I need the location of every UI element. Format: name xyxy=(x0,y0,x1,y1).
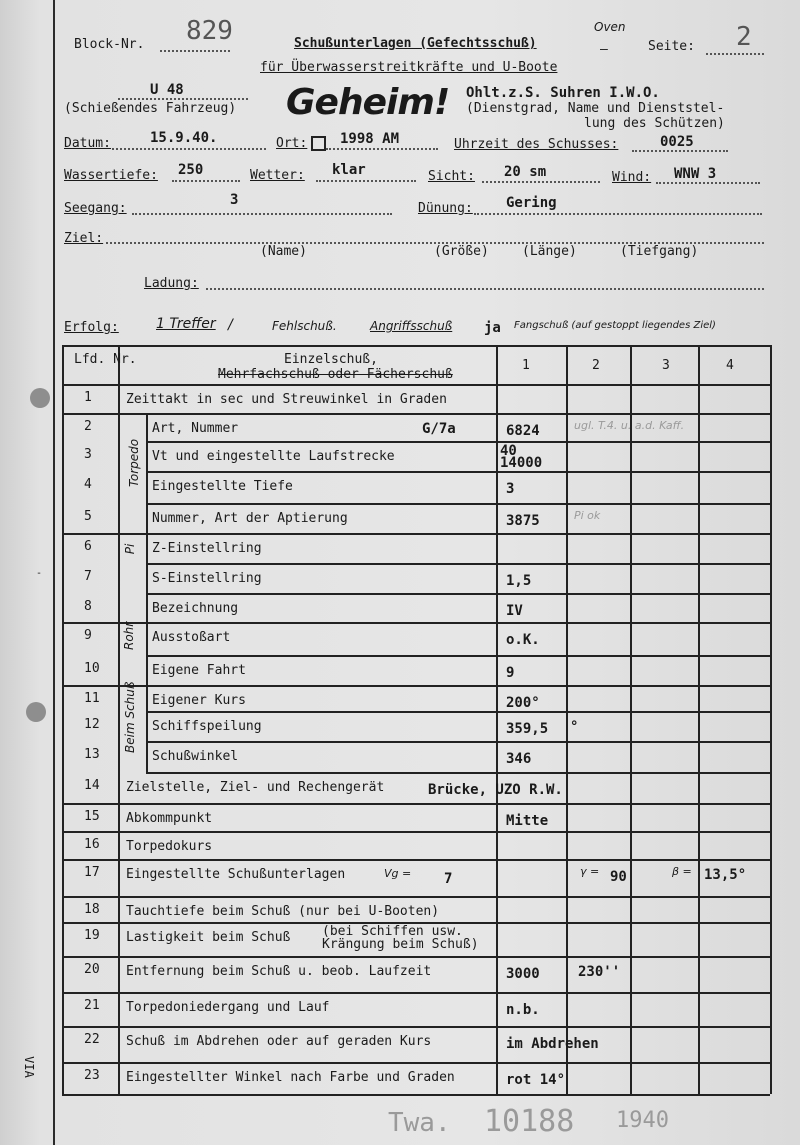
row-label: Bezeichnung xyxy=(152,601,239,616)
row-label: Ausstoßart xyxy=(152,630,231,645)
row-label: Torpedoniedergang und Lauf xyxy=(126,1000,330,1015)
row-line xyxy=(146,503,770,505)
target-length-label: (Länge) xyxy=(522,244,577,259)
row-value-1: 359,5 xyxy=(506,721,549,737)
row-number: 16 xyxy=(84,837,100,852)
weather-value: klar xyxy=(332,162,366,178)
row-line xyxy=(62,533,770,535)
row-number: 1 xyxy=(84,390,92,405)
row-line xyxy=(62,1026,770,1028)
row-label: Art, Nummer xyxy=(152,421,239,436)
time-label: Uhrzeit des Schusses: xyxy=(454,137,619,152)
sea-value: 3 xyxy=(230,192,239,208)
beta-label: β = xyxy=(672,865,692,878)
row-number: 17 xyxy=(84,865,100,880)
col-1-header: 1 xyxy=(522,358,530,373)
row-value-1: 9 xyxy=(506,665,515,681)
shooter-value: Ohlt.z.S. Suhren I.W.O. xyxy=(466,85,660,101)
side-mark: VIA xyxy=(21,1056,36,1078)
group-pi-label: Pi xyxy=(123,543,137,555)
row-value-1: rot 14° xyxy=(506,1072,566,1088)
shooter-label-2: lung des Schützen) xyxy=(584,116,725,131)
row-label: Lastigkeit beim Schuß xyxy=(126,930,291,945)
row-line xyxy=(62,345,770,347)
vg-label: Vg = xyxy=(384,867,412,880)
col-no-line xyxy=(118,345,120,1094)
row-label: Torpedokurs xyxy=(126,839,213,854)
row-label: Schuß im Abdrehen oder auf geraden Kurs xyxy=(126,1034,432,1049)
row-line xyxy=(146,772,770,774)
row-line xyxy=(146,441,770,443)
row-label: Eingestellter Winkel nach Farbe und Graden xyxy=(126,1070,455,1085)
target-draught-label: (Tiefgang) xyxy=(620,244,699,259)
row-label: Zielstelle, Ziel- und Rechengerät xyxy=(126,780,385,795)
row-line xyxy=(62,1094,770,1096)
swell-label: Dünung: xyxy=(418,201,473,216)
row-line xyxy=(62,622,770,624)
result-miss: Fehlschuß. xyxy=(272,319,337,333)
date-value: 15.9.40. xyxy=(150,130,218,146)
row-number: 13 xyxy=(84,747,100,762)
row-number: 8 xyxy=(84,599,92,614)
target-label: Ziel: xyxy=(64,231,104,246)
row-value-1: IV xyxy=(506,603,523,619)
form-subtitle: für Überwasserstreitkräfte und U-Boote xyxy=(260,60,558,75)
vessel-label: (Schießendes Fahrzeug) xyxy=(64,101,237,116)
gamma-label: γ = xyxy=(580,865,600,878)
row-line xyxy=(146,563,770,565)
vg-value: 7 xyxy=(444,871,453,887)
page-value: 2 xyxy=(736,22,752,52)
row-line xyxy=(62,384,770,386)
weather-label: Wetter: xyxy=(250,168,305,183)
page-label: Seite: xyxy=(648,39,695,54)
row-number: 9 xyxy=(84,628,92,643)
row-label: Schußwinkel xyxy=(152,749,239,764)
row-number: 15 xyxy=(84,809,100,824)
row-label: Eingestellte Schußunterlagen xyxy=(126,867,346,882)
row-value-1: Mitte xyxy=(506,813,549,829)
row-number: 6 xyxy=(84,539,92,554)
row-label: Eigene Fahrt xyxy=(152,663,246,678)
col-desc-header: Einzelschuß, xyxy=(284,352,378,367)
depth-value: 250 xyxy=(178,162,204,178)
table-left xyxy=(62,345,64,1094)
block-value: 829 xyxy=(186,16,233,46)
row-value-1: o.K. xyxy=(506,632,540,648)
grid-square-icon xyxy=(311,136,326,151)
archive-year: 1940 xyxy=(616,1108,669,1133)
row-number: 4 xyxy=(84,477,92,492)
row-line xyxy=(62,1062,770,1064)
wind-value: WNW 3 xyxy=(674,166,717,182)
document-page: - Block-Nr. 829 Schußunterlagen (Gefechtsschuß) Oven — für Überwasserstreitkräfte und U-Boote Seite: 2 U 48 (Schießendes Fahrzeug) Geheim! Ohlt.z.S. Suhren I.W.O. (Dienstgrad, Name und Dienststel- lung des Schützen) Datum: 15.9.40. Ort: 1998 AM Uhrzeit des Schusses: 0025 Wassertiefe: 250 Wetter: klar Sicht: 20 sm Wind: WNW 3 Seegang: 3 Dünung: Gering Ziel: (Name) (Größe) (Länge) (Tiefgang) Ladung: Erfolg: 1 Treffer / Fehlschuß. Angriffsschuß ja Fangschuß (auf gestoppt liegendes Ziel) Lfd. Nr. Einzelschuß, Mehrfachschuß oder Fächerschuß 1 2 3 4 Torpedo Pi Rohr Beim Schuß 1 Zeittakt in sec und Streuwinkel in Graden 2 Art, Nummer G/7a 6824 ugl. T.4. u. a.d. Kaff. 3 Vt und eingestellte Laufstrecke 40 14000 4 Eingestellte Tiefe 3 5 Nummer, Art der Aptierung 3875 Pi ok 6 Z-Einstellring 7 S-Einstellring 1,5 8 Bezeichnung IV 9 Ausstoßart o.K. 10 Eigene Fahrt 9 11 Eigener Kurs 200° 12 Schiffspeilung 359,5 ° 13 Schußwinkel 346 14 Zielstelle, Ziel- und Rechengerät Brücke, UZO R.W. 15 Abkommpunkt Mitte 16 Torpedokurs 17 Eingestellte Schußunterlagen Vg = 7 γ = 90 β = 13,5° 18 Tauchtiefe beim Schuß (nur bei U-Booten) 19 Lastigkeit beim Schuß (bei Schiffen usw. Krängung beim Schuß) 20 Entfernung beim Schuß u. beob. Laufzeit 3000 230'' 21 Torpedoniedergang und Lauf n.b. 22 Schuß im Abdrehen oder auf geraden Kurs im Abdrehen 23 Eingestellter Winkel nach Farbe und Graden rot 14° VIA Twa. 10188 1940 xyxy=(0,0,800,1145)
row-label-c: Krängung beim Schuß) xyxy=(322,937,479,952)
row-value-1: 3875 xyxy=(506,513,540,529)
row-number: 3 xyxy=(84,447,92,462)
result-slash: / xyxy=(228,317,233,333)
target-size-label: (Größe) xyxy=(434,244,489,259)
row-line xyxy=(62,859,770,861)
col-3-line xyxy=(630,345,632,1094)
cargo-label: Ladung: xyxy=(144,276,199,291)
row-number: 20 xyxy=(84,962,100,977)
depth-label: Wassertiefe: xyxy=(64,168,158,183)
secret-stamp: Geheim! xyxy=(286,82,450,123)
result-label: Erfolg: xyxy=(64,320,119,335)
row-label: Vt und eingestellte Laufstrecke xyxy=(152,449,395,464)
row-value-1: n.b. xyxy=(506,1002,540,1018)
row-number: 11 xyxy=(84,691,100,706)
row-value-1: 346 xyxy=(506,751,532,767)
block-label: Block-Nr. xyxy=(74,37,145,52)
row-value-1: Brücke, UZO R.W. xyxy=(428,782,563,798)
wind-label: Wind: xyxy=(612,170,652,185)
row-label: Zeittakt in sec und Streuwinkel in Graden xyxy=(126,392,447,407)
sea-label: Seegang: xyxy=(64,201,127,216)
row-line xyxy=(62,992,770,994)
result-ja: ja xyxy=(484,320,501,336)
group-beim-label: Beim Schuß xyxy=(123,681,137,753)
group-torpedo-label: Torpedo xyxy=(127,438,141,487)
margin-line xyxy=(53,0,55,1145)
title-note: Oven xyxy=(594,20,626,34)
visibility-value: 20 sm xyxy=(504,164,547,180)
swell-value: Gering xyxy=(506,195,557,211)
time-value: 0025 xyxy=(660,134,694,150)
visibility-label: Sicht: xyxy=(428,169,475,184)
row-number: 7 xyxy=(84,569,92,584)
col-desc-header-struck: Mehrfachschuß oder Fächerschuß xyxy=(218,367,453,382)
row-value-1: 1,5 xyxy=(506,573,532,589)
date-label: Datum: xyxy=(64,136,111,151)
group-rohr-label: Rohr xyxy=(122,621,136,650)
row-label: Schiffspeilung xyxy=(152,719,262,734)
row-value-1b: 14000 xyxy=(500,455,543,471)
row-line xyxy=(146,593,770,595)
col-3-header: 3 xyxy=(662,358,670,373)
col-1-line xyxy=(496,345,498,1094)
col-2-header: 2 xyxy=(592,358,600,373)
col-no-header: Lfd. Nr. xyxy=(74,352,137,367)
row-value-1a: 40 xyxy=(500,443,517,459)
row-label: S-Einstellring xyxy=(152,571,262,586)
shooter-label: (Dienstgrad, Name und Dienststel- xyxy=(466,101,725,116)
row-value-2: ugl. T.4. u. a.d. Kaff. xyxy=(574,419,685,432)
row-number: 5 xyxy=(84,509,92,524)
punch-hole xyxy=(30,388,50,408)
group-line xyxy=(146,413,148,772)
row-line xyxy=(62,896,770,898)
row-line xyxy=(62,413,770,415)
row-number: 18 xyxy=(84,902,100,917)
row-line xyxy=(62,803,770,805)
place-label: Ort: xyxy=(276,136,308,151)
target-name-label: (Name) xyxy=(260,244,307,259)
row-number: 12 xyxy=(84,717,100,732)
row-label: Nummer, Art der Aptierung xyxy=(152,511,348,526)
row-number: 21 xyxy=(84,998,100,1013)
row-value-1: 200° xyxy=(506,695,540,711)
row-number: 22 xyxy=(84,1032,100,1047)
row-number: 19 xyxy=(84,928,100,943)
row-label: Z-Einstellring xyxy=(152,541,262,556)
row-value-1: im Abdrehen xyxy=(506,1036,599,1052)
place-value: 1998 AM xyxy=(340,131,400,147)
row-number: 14 xyxy=(84,778,100,793)
row-value-2: 230'' xyxy=(578,964,621,980)
archive-number: 10188 xyxy=(484,1104,575,1139)
result-attack: Angriffsschuß xyxy=(370,319,453,333)
form-title: Schußunterlagen (Gefechtsschuß) xyxy=(294,36,537,51)
archive-prefix: Twa. xyxy=(388,1108,451,1138)
col-4-line xyxy=(698,345,700,1094)
row-line xyxy=(146,741,770,743)
row-line xyxy=(146,655,770,657)
punch-hole xyxy=(26,702,46,722)
row-number: 2 xyxy=(84,419,92,434)
row-label: Abkommpunkt xyxy=(126,811,213,826)
table-right xyxy=(770,345,772,1094)
result-catch: Fangschuß (auf gestoppt liegendes Ziel) xyxy=(514,320,716,331)
row-line xyxy=(62,831,770,833)
row-value-1: 3 xyxy=(506,481,515,497)
row-number: 23 xyxy=(84,1068,100,1083)
row-label: Eigener Kurs xyxy=(152,693,246,708)
row-label-b: (bei Schiffen usw. xyxy=(322,924,463,939)
row-label: Eingestellte Tiefe xyxy=(152,479,293,494)
row-label: Entfernung beim Schuß u. beob. Laufzeit xyxy=(126,964,432,979)
col-4-header: 4 xyxy=(726,358,734,373)
row-value-1: 3000 xyxy=(506,966,540,982)
row-line xyxy=(146,711,770,713)
row-value-2: Pi ok xyxy=(574,509,601,522)
row-extra: G/7a xyxy=(422,421,456,437)
row-value-1: 6824 xyxy=(506,423,540,439)
row-line xyxy=(62,685,770,687)
col-2-line xyxy=(566,345,568,1094)
row-label: Tauchtiefe beim Schuß (nur bei U-Booten) xyxy=(126,904,440,919)
beta-value: 13,5° xyxy=(704,867,747,883)
row-number: 10 xyxy=(84,661,100,676)
result-hits: 1 Treffer xyxy=(156,316,216,332)
gamma-value: 90 xyxy=(610,869,627,885)
row-line xyxy=(146,471,770,473)
vessel-value: U 48 xyxy=(150,82,184,98)
row-line xyxy=(62,956,770,958)
row-value-2: ° xyxy=(570,719,579,735)
